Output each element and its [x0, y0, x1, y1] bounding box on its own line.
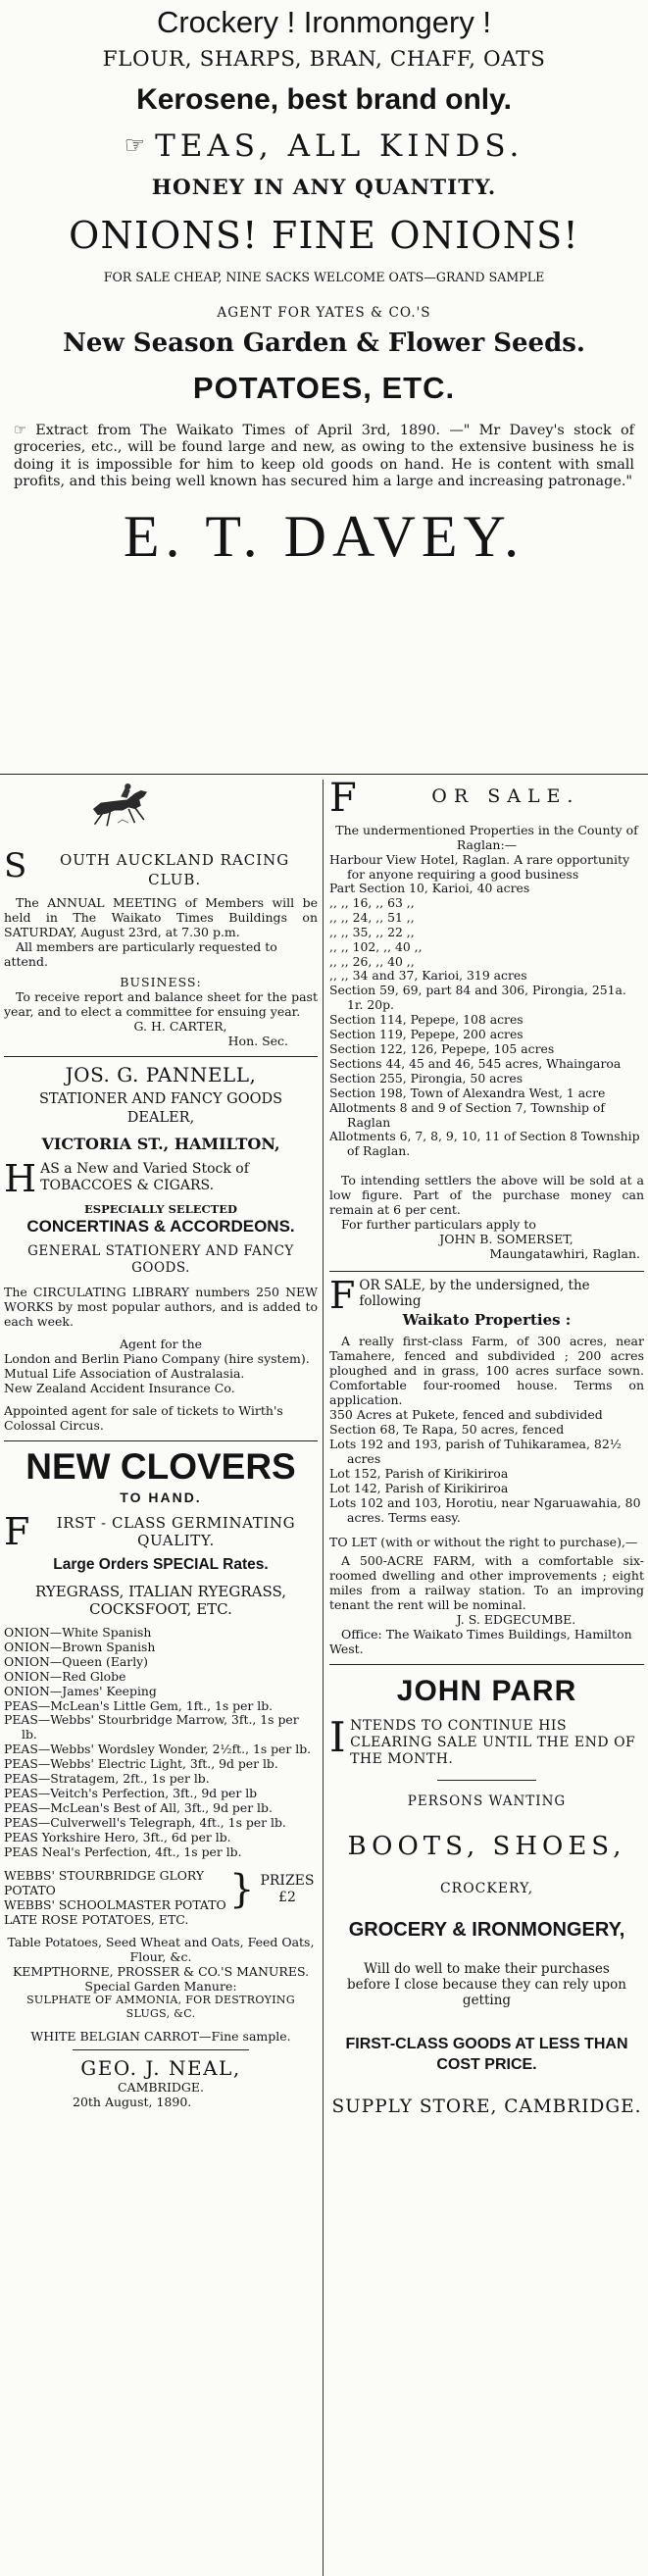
right-column — [329, 776, 644, 2120]
racing-dropcap: S — [4, 846, 28, 885]
parr-boots: BOOTS, SHOES, — [347, 1832, 626, 1862]
list-item: PEAS—Webbs' Wordsley Wonder, 2½ft., 1s per lb. — [4, 1742, 312, 1757]
list-item: PEAS—Stratagem, 2ft., 1s per lb. — [4, 1771, 210, 1787]
pannell-concertinas: CONCERTINAS & ACCORDEONS. — [26, 1217, 295, 1236]
column-rule — [323, 780, 324, 2576]
racing-club-heading — [4, 846, 318, 889]
racehorse-icon — [76, 780, 174, 831]
neal-advert — [4, 1445, 318, 2109]
edgecumbe-head-text: OR SALE, by the undersigned, the following — [359, 1278, 590, 1310]
forsale-place: Maungatawhiri, Raglan. — [489, 1246, 640, 1262]
short-divider — [437, 1780, 536, 1781]
parr-crockery: CROCKERY, — [439, 1881, 534, 1897]
flour-line: FLOUR, SHARPS, BRAN, CHAFF, OATS — [102, 47, 546, 72]
divider — [4, 1440, 318, 1441]
list-item: ONION—James' Keeping — [4, 1683, 157, 1698]
list-item: ONION—Red Globe — [4, 1668, 126, 1684]
forsale-sections — [329, 882, 644, 1159]
section-divider — [0, 774, 648, 775]
potato-3: LATE ROSE POTATOES, ETC. — [4, 1911, 189, 1927]
neal-first-text: IRST - CLASS GERMINATING QUALITY. — [56, 1514, 296, 1549]
potato-2: WEBBS' SCHOOLMASTER POTATO — [4, 1896, 226, 1912]
racing-business-text: To receive report and balance sheet for the past year, and to elect a committee for ensuing year. — [4, 989, 318, 1019]
kerosene-line: Kerosene, best brand only. — [136, 83, 512, 116]
list-item: PEAS—Webbs' Electric Light, 3ft., 9d per lb. — [4, 1756, 278, 1772]
forsale-intro: The undermentioned Properties in the County of Raglan:— — [335, 823, 638, 852]
parr-intends — [329, 1713, 644, 1768]
parr-name: JOHN PARR — [396, 1675, 577, 1708]
list-item: ONION—Queen (Early) — [4, 1653, 148, 1669]
for-sale-text: OR SALE. — [431, 785, 580, 807]
list-item: Allotments 8 and 9 of Section 7, Township of Raglan — [329, 1099, 605, 1130]
edgecumbe-sub: Waikato Properties : — [402, 1311, 572, 1330]
pannell-trade: STATIONER AND FANCY GOODS DEALER, — [38, 1091, 283, 1126]
list-item: Section 114, Pepepe, 108 acres — [329, 1012, 523, 1028]
parr-persons: PERSONS WANTING — [407, 1793, 567, 1810]
garden-seeds-line: New Season Garden & Flower Seeds. — [63, 328, 585, 358]
pannell-advert — [4, 1063, 318, 1433]
somerset-advert — [329, 776, 644, 1262]
list-item: Part Section 10, Karioi, 40 acres — [329, 881, 530, 895]
potatoes-line: POTATOES, ETC. — [192, 371, 456, 405]
for-sale-dropcap: F — [329, 776, 364, 821]
list-item: PEAS Neal's Perfection, 4ft., 1s per lb. — [4, 1844, 242, 1859]
davey-advert — [0, 0, 648, 572]
divider — [329, 1271, 644, 1272]
list-item: Lots 102 and 103, Horotiu, near Ngaruawahia, 80 acres. Terms easy. — [329, 1495, 641, 1526]
neal-sulphate: SULPHATE OF AMMONIA, FOR DESTROYING SLUGS, &C. — [26, 1993, 295, 2020]
neal-kempthorne: KEMPTHORNE, PROSSER & CO.'S MANURES. — [12, 1963, 310, 1979]
pannell-especially: ESPECIALLY SELECTED — [84, 1202, 237, 1216]
racing-club-advert — [4, 780, 318, 1048]
edgecumbe-advert — [329, 1274, 644, 1657]
list-item: Sections 44, 45 and 46, 545 acres, Whaingaroa — [329, 1055, 622, 1071]
racing-heading-text: OUTH AUCKLAND RACING CLUB. — [59, 851, 290, 888]
honey-line: HONEY IN ANY QUANTITY. — [151, 176, 497, 200]
list-item: PEAS Yorkshire Hero, 3ft., 6d per lb. — [4, 1829, 231, 1844]
list-item: PEAS—Veitch's Perfection, 3ft., 9d per lb — [4, 1785, 258, 1800]
pointing-hand-icon: ☞ — [124, 131, 146, 159]
neal-table: Table Potatoes, Seed Wheat and Oats, Feed Oats, Flour, &c. — [7, 1934, 315, 1964]
neal-prize-potatoes — [4, 1868, 318, 1912]
parr-firstclass: FIRST-CLASS GOODS AT LESS THAN COST PRICE. — [345, 2036, 628, 2074]
pannell-address: VICTORIA ST., HAMILTON, — [41, 1135, 280, 1153]
list-item: Allotments 6, 7, 8, 9, 10, 11 of Section 8 Township of Raglan. — [329, 1129, 640, 1159]
for-sale-heading — [329, 776, 644, 821]
list-item: Section 255, Pirongia, 50 acres — [329, 1070, 523, 1086]
parr-dropcap: I — [329, 1713, 347, 1762]
pannell-agent1: Agent for the — [119, 1337, 203, 1351]
two-column-ads — [0, 776, 648, 2576]
list-item: ONION—White Spanish — [4, 1625, 152, 1640]
edgecumbe-office: Office: The Waikato Times Buildings, Hamilton West. — [329, 1627, 632, 1657]
neal-dropcap: F — [4, 1510, 30, 1553]
prizes-amount: £2 — [278, 1890, 296, 1905]
list-item: PEAS—McLean's Little Gem, 1ft., 1s per lb. — [4, 1697, 274, 1713]
list-item: ,, ,, 24, ,, 51 ,, — [329, 909, 415, 925]
parr-advert — [329, 1673, 644, 2120]
list-item: Lots 192 and 193, parish of Tuhikaramea, 82½ acres — [329, 1437, 622, 1467]
divider — [329, 1664, 644, 1665]
short-divider — [73, 2049, 249, 2050]
teas-line — [6, 126, 642, 166]
brace-icon: } — [229, 1867, 255, 1912]
list-item: ,, ,, 16, ,, 63 ,, — [329, 894, 415, 910]
potato-1: WEBBS' STOURBRIDGE GLORY POTATO — [4, 1867, 205, 1897]
neal-date: 20th August, 1890. — [73, 2094, 192, 2109]
racing-sign: G. H. CARTER, — [133, 1019, 227, 1034]
list-item: 350 Acres at Pukete, fenced and subdivided — [329, 1407, 603, 1423]
racing-sign2: Hon. Sec. — [227, 1034, 288, 1048]
list-item: PEAS—Webbs' Stourbridge Marrow, 3ft., 1s per lb. — [4, 1712, 299, 1743]
pannell-agent3: Mutual Life Association of Australasia. — [4, 1366, 245, 1381]
teas-text: TEAS, ALL KINDS. — [155, 128, 524, 164]
pannell-agent4: New Zealand Accident Insurance Co. — [4, 1381, 235, 1395]
extract-paragraph: ☞ Extract from The Waikato Times of April 3rd, 1890. —" Mr Davey's stock of groceries, etc., will be found large and new, as owing to the extensive business he is doing it is impossible for him to keep old goods on hand. He is content with small profits, and this being well known has secured him a large and increasing patronage." — [14, 423, 634, 490]
divider — [4, 1056, 318, 1057]
pannell-agent2: London and Berlin Piano Company (hire system). — [4, 1351, 310, 1366]
neal-seed-list — [4, 1626, 318, 1860]
pannell-general: GENERAL STATIONERY AND FANCY GOODS. — [27, 1243, 294, 1276]
welcome-oats-line: FOR SALE CHEAP, NINE SACKS WELCOME OATS—GRAND SAMPLE — [103, 270, 545, 284]
neal-town: CAMBRIDGE. — [117, 2079, 205, 2095]
edgecumbe-sign: J. S. EDGECUMBE. — [456, 1612, 576, 1628]
racing-business: BUSINESS: — [120, 975, 202, 989]
edgecumbe-farm: A really first-class Farm, of 300 acres, near Tamahere, fenced and subdivided ; 200 acres ploughed and in grass, 100 acres surface sown. Comfortable four-roomed house. Terms on application. — [329, 1334, 644, 1408]
neal-sign: GEO. J. NEAL, — [80, 2055, 241, 2080]
forsale-terms: To intending settlers the above will be sold at a low figure. Part of the purchase money can remain at 6 per cent. — [329, 1173, 644, 1218]
left-column — [4, 780, 318, 2109]
neal-subtitle: TO HAND. — [120, 1490, 202, 1505]
pannell-dropcap: H — [4, 1157, 37, 1200]
pannell-stock-text: AS a New and Varied Stock of TOBACCOES & CIGARS. — [40, 1161, 249, 1193]
neal-large-orders: Large Orders SPECIAL Rates. — [53, 1556, 269, 1573]
prize-block — [260, 1873, 314, 1906]
edgecumbe-dropcap: F — [329, 1274, 356, 1318]
racing-body2: All members are particularly requested to attend. — [4, 939, 277, 969]
edgecumbe-tolet: TO LET (with or without the right to purchase),— — [329, 1535, 638, 1550]
neal-carrot: WHITE BELGIAN CARROT—Fine sample. — [30, 2028, 291, 2044]
forsale-sign: JOHN B. SOMERSET, — [439, 1232, 573, 1247]
davey-name: E. T. DAVEY. — [123, 503, 525, 569]
parr-supply: SUPPLY STORE, CAMBRIDGE. — [331, 2096, 642, 2118]
edgecumbe-heading — [329, 1274, 644, 1318]
pannell-library: The CIRCULATING LIBRARY numbers 250 NEW WORKS by most popular authors, and is added to each week. — [4, 1285, 318, 1329]
onions-line: ONIONS! FINE ONIONS! — [69, 214, 579, 257]
forsale-harbour: Harbour View Hotel, Raglan. A rare opportunity for anyone requiring a good business — [329, 852, 630, 882]
list-item: ,, ,, 34 and 37, Karioi, 319 acres — [329, 968, 527, 984]
list-item: ,, ,, 35, ,, 22 ,, — [329, 924, 415, 939]
forsale-further: For further particulars apply to — [341, 1217, 536, 1233]
neal-title: NEW CLOVERS — [25, 1446, 296, 1487]
list-item: ,, ,, 26, ,, 40 ,, — [329, 953, 415, 969]
parr-intends-text: NTENDS TO CONTINUE HIS CLEARING SALE UNTIL THE END OF THE MONTH. — [350, 1718, 636, 1768]
list-item: ,, ,, 102, ,, 40 ,, — [329, 938, 423, 954]
pannell-name: JOS. G. PANNELL, — [65, 1063, 257, 1086]
list-item: Section 122, 126, Pepepe, 105 acres — [329, 1040, 555, 1056]
horse-racing-illustration — [4, 780, 318, 850]
crockery-heading: Crockery ! Ironmongery ! — [156, 5, 492, 39]
parr-well: Will do well to make their purchases before I close because they can rely upon getting — [347, 1961, 626, 2009]
agent-yates-line: AGENT FOR YATES & CO.'S — [217, 305, 431, 321]
list-item: Section 68, Te Rapa, 50 acres, fenced — [329, 1422, 565, 1438]
pannell-stock — [4, 1157, 318, 1200]
list-item: Section 59, 69, part 84 and 306, Pirongia, 251a. 1r. 20p. — [329, 983, 626, 1013]
list-item: Lot 142, Parish of Kirikiriroa — [329, 1481, 509, 1496]
prize-potato-names — [4, 1868, 229, 1912]
list-item: Section 198, Town of Alexandra West, 1 acre — [329, 1085, 606, 1100]
pannell-appointed: Appointed agent for sale of tickets to Wirth's Colossal Circus. — [4, 1403, 283, 1433]
list-item: PEAS—McLean's Best of All, 3ft., 9d per lb. — [4, 1799, 273, 1815]
neal-grasses: RYEGRASS, ITALIAN RYEGRASS, COCKSFOOT, ETC. — [35, 1583, 286, 1618]
list-item: PEAS—Culverwell's Telegraph, 4ft., 1s per lb. — [4, 1814, 286, 1830]
list-item: ONION—Brown Spanish — [4, 1639, 156, 1654]
list-item: Section 119, Pepepe, 200 acres — [329, 1027, 523, 1042]
parr-grocery: GROCERY & IRONMONGERY, — [348, 1919, 625, 1942]
list-item: Lot 152, Parish of Kirikiriroa — [329, 1466, 509, 1482]
edgecumbe-farm2: A 500-ACRE FARM, with a comfortable six-roomed dwelling and other improvements ; eight miles from a railway station. To an improving tenant the rent will be nominal. — [329, 1553, 644, 1613]
prizes-label: PRIZES — [260, 1873, 315, 1889]
racing-body: The ANNUAL MEETING of Members will be held in The Waikato Times Buildings on SATURDAY, August 23rd, at 7.30 p.m. — [4, 895, 318, 939]
neal-first — [4, 1510, 318, 1553]
neal-special: Special Garden Manure: — [84, 1978, 237, 1994]
edgecumbe-list — [329, 1407, 644, 1525]
